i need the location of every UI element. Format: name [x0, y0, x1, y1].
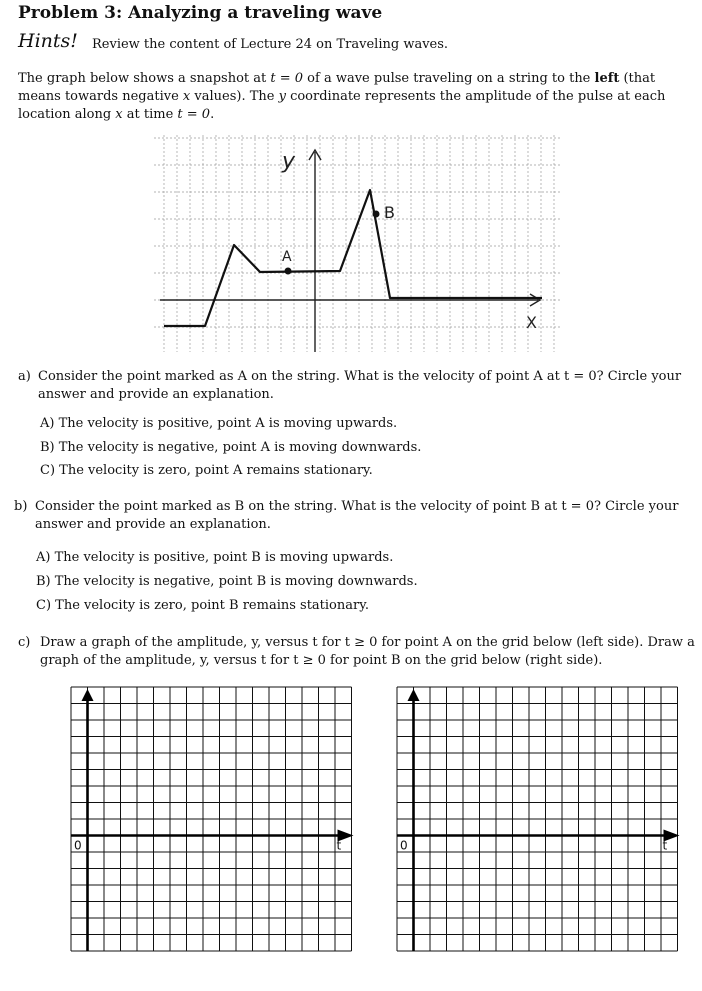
part-b-option-a[interactable]: A) The velocity is positive, point B is moving upwards.: [36, 550, 394, 565]
part-b-question: Consider the point marked as B on the string. What is the velocity of point B at t = 0? Circle your answer and provide an explanation.: [35, 499, 679, 532]
snapshot-grid: [154, 135, 560, 352]
grid-origin-label: 0: [74, 838, 82, 853]
part-a-question: Consider the point marked as A on the string. What is the velocity of point A at t = 0? Circle your answer and provide an explanation.: [38, 369, 682, 402]
part-a-option-c[interactable]: C) The velocity is zero, point A remains stationary.: [40, 463, 373, 478]
problem-title: Problem 3: Analyzing a traveling wave: [18, 3, 383, 23]
point-b-marker: [373, 211, 380, 218]
answer-grid-point-a[interactable]: [64, 684, 354, 966]
grid-origin-label: 0: [400, 838, 408, 853]
answer-grid-point-b[interactable]: [390, 684, 680, 966]
grid-t-label: t: [662, 838, 668, 853]
grid-t-label: t: [336, 838, 342, 853]
hints-label: Hints!: [18, 30, 78, 52]
grid-y-arrow: [82, 689, 94, 701]
part-a-option-a[interactable]: A) The velocity is positive, point A is moving upwards.: [40, 416, 398, 431]
wave-snapshot-graph: [150, 130, 570, 355]
part-b-label: b): [14, 499, 28, 514]
point-a-label: A: [282, 249, 292, 265]
part-a-label: a): [18, 369, 31, 384]
hints-text: Review the content of Lecture 24 on Traveling waves.: [92, 37, 449, 52]
part-a-option-b[interactable]: B) The velocity is negative, point A is moving downwards.: [40, 440, 422, 455]
part-c-label: c): [18, 635, 31, 650]
intro-paragraph: The graph below shows a snapshot at t = 0 of a wave pulse traveling on a string to the left (that means towards negative x values). The y coordinate represents the amplitude of the pulse at each location along x at time t = 0.: [18, 71, 666, 122]
point-b-label: B: [384, 203, 395, 222]
part-c-question: Draw a graph of the amplitude, y, versus t for t ≥ 0 for point A on the grid below (left side). Draw a graph of the amplitude, y, versus t for t ≥ 0 for point B on the grid below (right side).: [40, 635, 695, 668]
grid-y-arrow: [408, 689, 420, 701]
part-b-option-c[interactable]: C) The velocity is zero, point B remains stationary.: [36, 598, 369, 613]
part-b-option-b[interactable]: B) The velocity is negative, point B is moving downwards.: [36, 574, 418, 589]
y-axis-label: y: [282, 149, 296, 174]
wave-pulse: [164, 190, 542, 326]
point-a-marker: [285, 268, 292, 275]
x-axis-label: X: [526, 313, 537, 332]
